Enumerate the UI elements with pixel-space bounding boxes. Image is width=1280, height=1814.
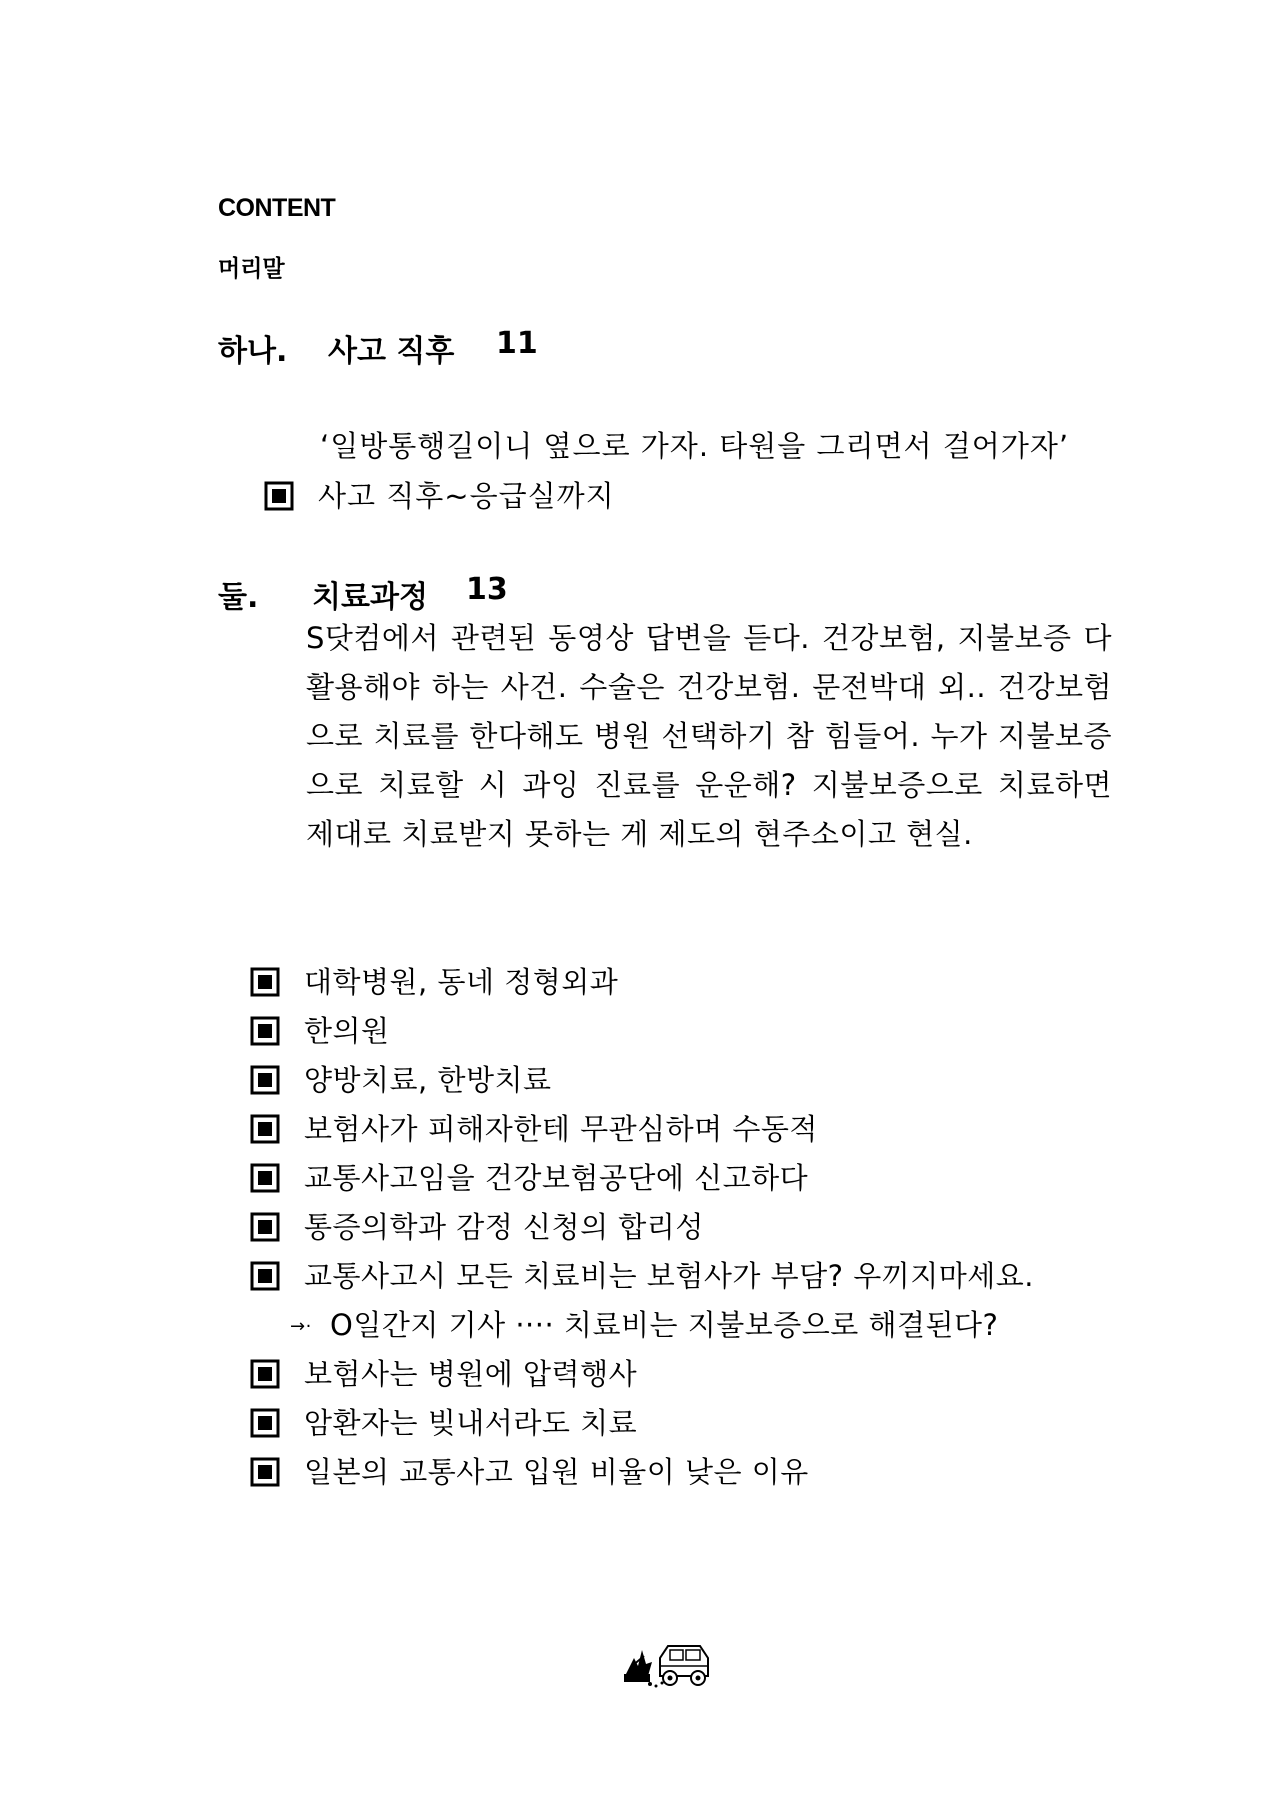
boxed-square-bullet-icon [250, 1114, 280, 1144]
chapter-2-title: 치료과정 [312, 580, 428, 615]
list-sub-item [250, 1301, 1034, 1350]
boxed-square-bullet-icon [250, 1359, 280, 1389]
list-item [250, 1105, 1034, 1154]
list-item [250, 1154, 1034, 1203]
chapter-1-quote: ‘일방통행길이니 옆으로 가자. 타원을 그리면서 걸어가자’ [320, 429, 1070, 463]
arrow-icon: →· [290, 1316, 312, 1337]
chapter-2-number: 둘. [218, 580, 259, 615]
preface-heading: 머리말 [218, 256, 285, 282]
list-item-text: 암환자는 빚내서라도 치료 [304, 1406, 638, 1440]
list-item-text: 한의원 [304, 1014, 390, 1048]
boxed-square-bullet-icon [250, 1163, 280, 1193]
boxed-square-bullet-icon [250, 1065, 280, 1095]
chapter-1-number: 하나. [218, 334, 288, 369]
list-item [250, 1252, 1034, 1301]
car-crash-illustration-icon [622, 1636, 712, 1692]
list-item-text: 통증의학과 감정 신청의 합리성 [304, 1210, 704, 1244]
chapter-1-list-item [264, 474, 615, 515]
content-heading: CONTENT [218, 194, 336, 222]
list-item-text: 보험사가 피해자한테 무관심하며 수동적 [304, 1112, 818, 1146]
list-item-text: 보험사는 병원에 압력행사 [304, 1357, 638, 1391]
boxed-square-bullet-icon [250, 1016, 280, 1046]
chapter-1-title: 사고 직후 [328, 334, 455, 369]
chapter-1-page-number: 11 [496, 326, 538, 361]
chapter-2-page-number: 13 [466, 572, 508, 607]
chapter-1-item-text: 사고 직후~응급실까지 [318, 479, 615, 513]
list-item-text: 대학병원, 동네 정형외과 [304, 965, 619, 999]
list-item [250, 1007, 1034, 1056]
boxed-square-bullet-icon [250, 1261, 280, 1291]
boxed-square-bullet-icon [250, 1408, 280, 1438]
chapter-2-list [250, 958, 1034, 1497]
list-item-text: 양방치료, 한방치료 [304, 1063, 552, 1097]
list-item-text: 교통사고임을 건강보험공단에 신고하다 [304, 1161, 809, 1195]
boxed-square-bullet-icon [250, 967, 280, 997]
list-item [250, 1448, 1034, 1497]
list-item-text: 일본의 교통사고 입원 비율이 낮은 이유 [304, 1455, 809, 1489]
list-item [250, 1350, 1034, 1399]
boxed-square-bullet-icon [264, 481, 294, 511]
boxed-square-bullet-icon [250, 1212, 280, 1242]
list-sub-item-text: O일간지 기사 ···· 치료비는 지불보증으로 해결된다? [330, 1308, 999, 1342]
chapter-2-paragraph: S닷컴에서 관련된 동영상 답변을 듣다. 건강보험, 지불보증 다 활용해야 하는 사건. 수술은 건강보험. 문전박대 외.. 건강보험으로 치료를 한다해도 병원 선택하기 참 힘들어. 누가 지불보증으로 치료할 시 과잉 진료를 운운해? 지불보증으로 치료하면 제대로 치료받지 못하는 게 제도의 현주소이고 현실. [306, 621, 1112, 851]
list-item-text: 교통사고시 모든 치료비는 보험사가 부담? 우끼지마세요. [304, 1259, 1035, 1293]
list-item [250, 958, 1034, 1007]
boxed-square-bullet-icon [250, 1457, 280, 1487]
list-item [250, 1399, 1034, 1448]
list-item [250, 1056, 1034, 1105]
list-item [250, 1203, 1034, 1252]
